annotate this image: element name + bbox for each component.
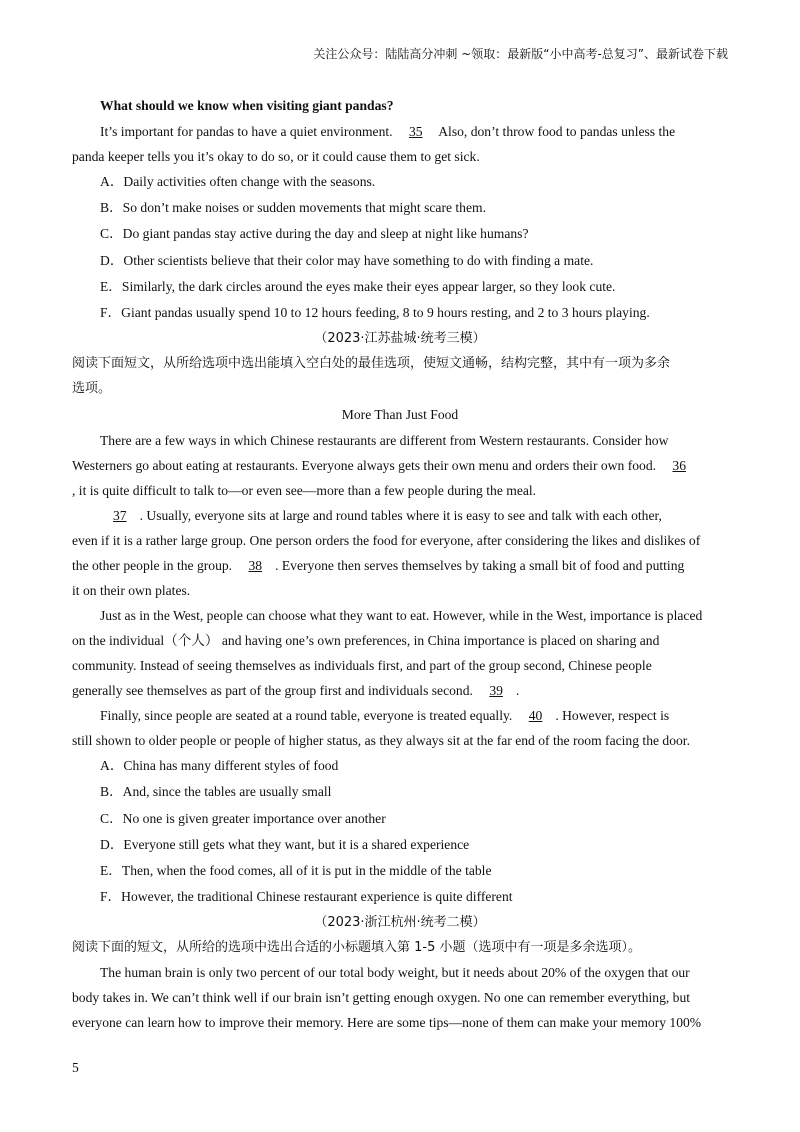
blank-38: 38: [248, 558, 263, 574]
section1-option-f: F．Giant pandas usually spend 10 to 12 hours feeding, 8 to 9 hours resting, and 2 to 3 hours playing.: [100, 305, 650, 321]
section3-instruction: 阅读下面的短文，从所给的选项中选出合适的小标题填入第 1-5 小题（选项中有一项是多余选项）。: [72, 940, 641, 956]
blank-37: 37: [113, 508, 127, 524]
section1-option-a: A．Daily activities often change with the seasons.: [100, 174, 376, 189]
section2-option-b: B．And, since the tables are usually small: [100, 784, 332, 800]
section2-p3-line2: on the individual（个人） and having one’s own preferences, in China importance is placed on sharing and: [72, 633, 660, 649]
para-text: Finally, since people are seated at a round table, everyone is treated equally.: [100, 708, 513, 724]
para-text: Westerners go about eating at restaurants. Everyone always gets their own menu and orders their own food.: [72, 458, 657, 474]
section2-p2-line2: even if it is a rather large group. One person orders the food for everyone, after considering the likes and dislikes of: [72, 533, 701, 549]
section3-p1-line1: The human brain is only two percent of our total body weight, but it needs about 20% of the oxygen that our: [100, 965, 690, 981]
page-number: 5: [72, 1060, 79, 1075]
section2-instruction-line2: 选项。: [72, 381, 112, 397]
section2-p1-line1: There are a few ways in which Chinese restaurants are different from Western restaurants. Consider how: [100, 433, 669, 449]
blank-35: 35: [408, 124, 423, 139]
section2-option-e: E．Then, when the food comes, all of it is put in the middle of the table: [100, 863, 492, 879]
section2-option-c: C．No one is given greater importance over another: [100, 810, 386, 826]
document-body: [72, 92, 728, 1035]
section2-p4-line2: still shown to older people or people of higher status, as they always sit at the far end of the room facing the door.: [72, 733, 690, 749]
section2-title: More Than Just Food: [341, 407, 459, 423]
para-text: . Usually, everyone sits at large and round tables where it is easy to see and talk with each other,: [139, 508, 662, 524]
section2-p1-line3: , it is quite difficult to talk to—or even see—more than a few people during the meal.: [72, 483, 537, 499]
para-text: .: [515, 683, 520, 699]
section3-p1-line3: everyone can learn how to improve their memory. Here are some tips—none of them can make your memory 100%: [72, 1015, 702, 1031]
blank-39: 39: [489, 683, 503, 699]
section1-para1-line1: [72, 119, 728, 144]
section2-p3-line3: community. Instead of seeing themselves as individuals first, and part of the group second, Chinese people: [72, 658, 652, 674]
section1-option-b: B．So don’t make noises or sudden movements that might scare them.: [100, 200, 486, 216]
section1-option-d: D．Other scientists believe that their color may have something to do with finding a mate.: [100, 252, 594, 268]
section2-p2-line4: it on their own plates.: [72, 583, 191, 599]
section2-p4-line1: [72, 703, 728, 728]
para-text: . However, respect is: [555, 708, 670, 724]
section2-instruction-line1: 阅读下面短文，从所给选项中选出能填入空白处的最佳选项，使短文通畅，结构完整，其中有一项为多余: [72, 356, 671, 372]
section1-para1-line2: panda keeper tells you it’s okay to do so, or it could cause them to get sick.: [72, 149, 480, 164]
section1-title: What should we know when visiting giant pandas?: [100, 98, 394, 113]
section1-option-e: E．Similarly, the dark circles around the eyes make their eyes appear larger, so they look cute.: [100, 278, 616, 294]
section2-p2-line3: [72, 553, 728, 578]
section2-p3-line1: Just as in the West, people can choose what they want to eat. However, while in the West, importance is placed: [100, 608, 703, 624]
section1-option-c: C．Do giant pandas stay active during the day and sleep at night like humans?: [100, 226, 529, 242]
section2-source: （2023·江苏盐城·统考三模）: [314, 331, 486, 347]
para-text: generally see themselves as part of the group first and individuals second.: [72, 683, 473, 699]
section2-p2-line1: [72, 503, 728, 528]
page-header: 关注公众号：陆陆高分冲刺 ~领取：最新版“小中高考-总复习”、最新试卷下载: [313, 47, 728, 61]
para-text: . Everyone then serves themselves by taking a small bit of food and putting: [275, 558, 685, 574]
section3-source: （2023·浙江杭州·统考二模）: [314, 915, 486, 931]
para-text: It’s important for pandas to have a quiet environment.: [100, 124, 393, 139]
section2-option-f: F．However, the traditional Chinese restaurant experience is quite different: [100, 889, 513, 905]
section2-option-a: A．China has many different styles of food: [100, 758, 339, 774]
section2-p1-line2: [72, 453, 728, 478]
section2-p3-line4: [72, 678, 728, 703]
blank-40: 40: [528, 708, 543, 724]
section2-option-d: D．Everyone still gets what they want, but it is a shared experience: [100, 836, 470, 852]
blank-36: 36: [672, 458, 687, 474]
para-text: the other people in the group.: [72, 558, 233, 574]
section3-p1-line2: body takes in. We can’t think well if our brain isn’t getting enough oxygen. No one can remember everything, but: [72, 990, 691, 1006]
para-text: Also, don’t throw food to pandas unless the: [438, 124, 676, 139]
